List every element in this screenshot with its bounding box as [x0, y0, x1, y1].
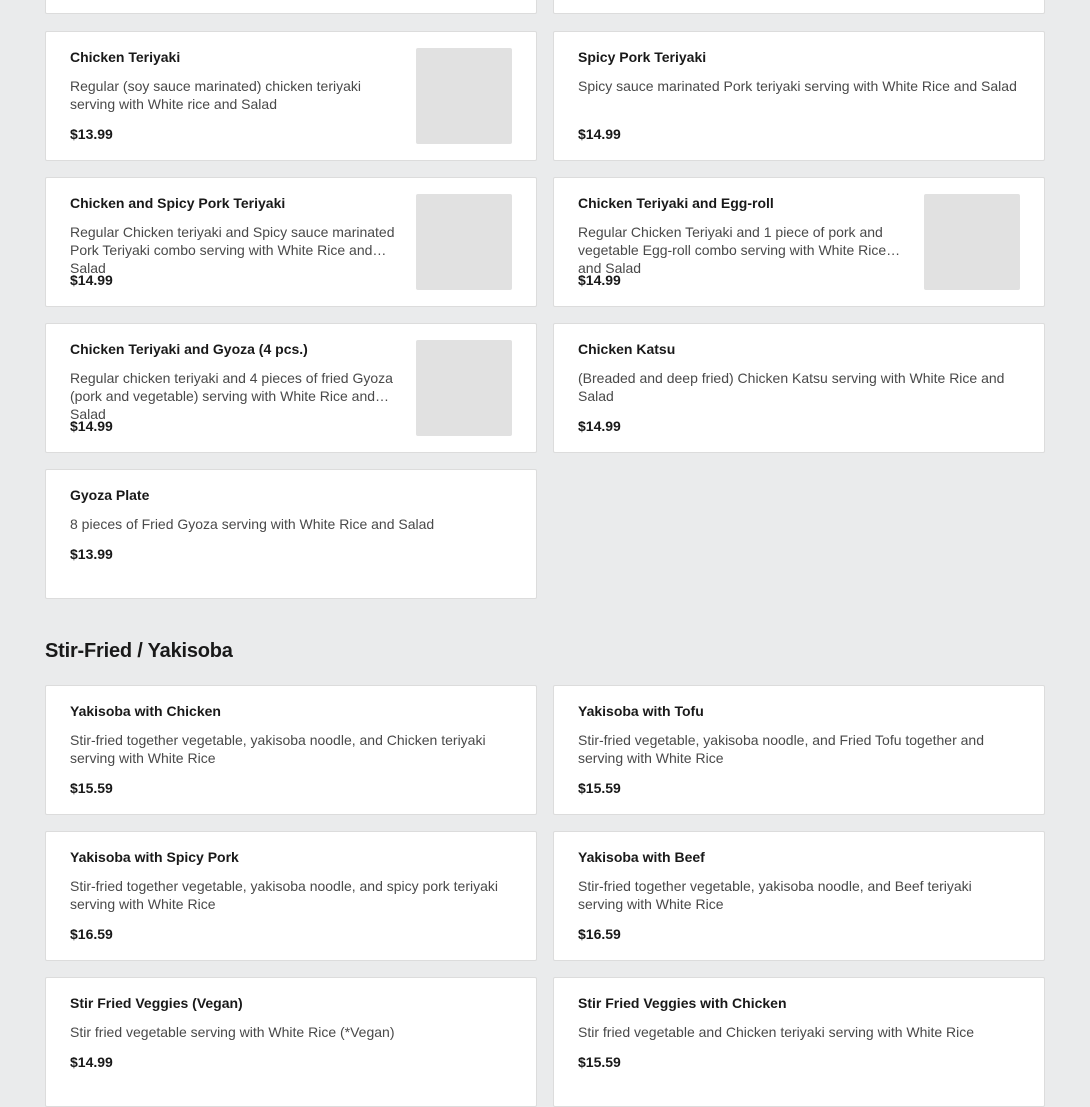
menu-item-card[interactable]	[553, 831, 1045, 961]
teriyaki-items-grid	[45, 31, 1045, 599]
item-description: 8 pieces of Fried Gyoza serving with White Rice and Salad	[70, 516, 435, 532]
item-name: Chicken and Spicy Pork Teriyaki	[70, 195, 286, 211]
menu-item-card[interactable]	[45, 323, 537, 453]
menu-item-card[interactable]	[45, 469, 537, 599]
item-price: $14.99	[578, 272, 621, 288]
menu-item-card[interactable]	[553, 323, 1045, 453]
item-price: $13.99	[70, 546, 113, 562]
item-name: Chicken Teriyaki and Egg-roll	[578, 195, 774, 211]
item-name: Yakisoba with Beef	[578, 849, 705, 865]
item-name: Chicken Katsu	[578, 341, 676, 357]
item-name: Spicy Pork Teriyaki	[578, 49, 707, 65]
item-description: Regular chicken teriyaki and 4 pieces of fried Gyoza (pork and vegetable) serving with White Rice and Salad	[70, 370, 393, 422]
menu-item-card[interactable]	[45, 977, 537, 1107]
menu-item-card[interactable]	[45, 177, 537, 307]
section-title: Stir-Fried / Yakisoba	[45, 640, 233, 662]
item-price: $15.59	[70, 780, 113, 796]
yakisoba-items-grid	[45, 685, 1045, 1107]
item-price: $14.99	[70, 272, 113, 288]
item-price: $14.99	[70, 1054, 113, 1070]
menu-item-card[interactable]	[553, 31, 1045, 161]
item-description: Spicy sauce marinated Pork teriyaki serving with White Rice and Salad	[578, 78, 1017, 94]
item-price: $14.99	[578, 418, 621, 434]
item-name: Yakisoba with Chicken	[70, 703, 221, 719]
item-name: Chicken Teriyaki and Gyoza (4 pcs.)	[70, 341, 308, 357]
item-name: Yakisoba with Tofu	[578, 703, 704, 719]
menu-item-card[interactable]	[553, 177, 1045, 307]
item-name: Gyoza Plate	[70, 487, 150, 503]
item-price: $14.99	[578, 126, 621, 142]
item-price: $16.59	[578, 926, 621, 942]
item-image-placeholder	[416, 340, 512, 436]
item-description: Stir fried vegetable and Chicken teriyaki serving with White Rice	[578, 1024, 975, 1040]
item-price: $16.59	[70, 926, 113, 942]
menu-item-card[interactable]	[553, 685, 1045, 815]
item-description: Stir fried vegetable serving with White Rice (*Vegan)	[70, 1024, 395, 1040]
item-price: $14.99	[70, 418, 113, 434]
item-description: Regular Chicken teriyaki and Spicy sauce marinated Pork Teriyaki combo serving with White Rice and Salad	[70, 224, 395, 276]
item-image-placeholder	[416, 194, 512, 290]
menu-item-card[interactable]	[45, 31, 537, 161]
menu-item-card[interactable]	[553, 0, 1045, 14]
item-price: $15.59	[578, 1054, 621, 1070]
item-name: Chicken Teriyaki	[70, 49, 181, 65]
menu-item-card[interactable]	[45, 831, 537, 961]
item-description: Stir-fried together vegetable, yakisoba noodle, and Beef teriyaki serving with White Rice	[578, 878, 972, 912]
item-description: Stir-fried vegetable, yakisoba noodle, and Fried Tofu together and serving with White Rice	[578, 732, 984, 766]
item-description: Regular Chicken Teriyaki and 1 piece of pork and vegetable Egg-roll combo serving with White Rice and Salad	[578, 224, 887, 276]
item-description: Stir-fried together vegetable, yakisoba noodle, and spicy pork teriyaki serving with White Rice	[70, 878, 499, 912]
item-name: Stir Fried Veggies with Chicken	[578, 995, 787, 1011]
menu-item-card[interactable]	[553, 977, 1045, 1107]
item-description: Stir-fried together vegetable, yakisoba noodle, and Chicken teriyaki serving with White Rice	[70, 732, 486, 766]
item-image-placeholder	[416, 48, 512, 144]
item-image-placeholder	[924, 194, 1020, 290]
item-price: $13.99	[70, 126, 113, 142]
item-price: $15.59	[578, 780, 621, 796]
item-name: Stir Fried Veggies (Vegan)	[70, 995, 243, 1011]
item-name: Yakisoba with Spicy Pork	[70, 849, 239, 865]
menu-item-card[interactable]	[45, 0, 537, 14]
menu-item-card[interactable]	[45, 685, 537, 815]
item-description: Regular (soy sauce marinated) chicken teriyaki serving with White rice and Salad	[70, 78, 362, 112]
previous-row-cards	[45, 0, 1045, 14]
item-description: (Breaded and deep fried) Chicken Katsu serving with White Rice and Salad	[578, 370, 1005, 404]
